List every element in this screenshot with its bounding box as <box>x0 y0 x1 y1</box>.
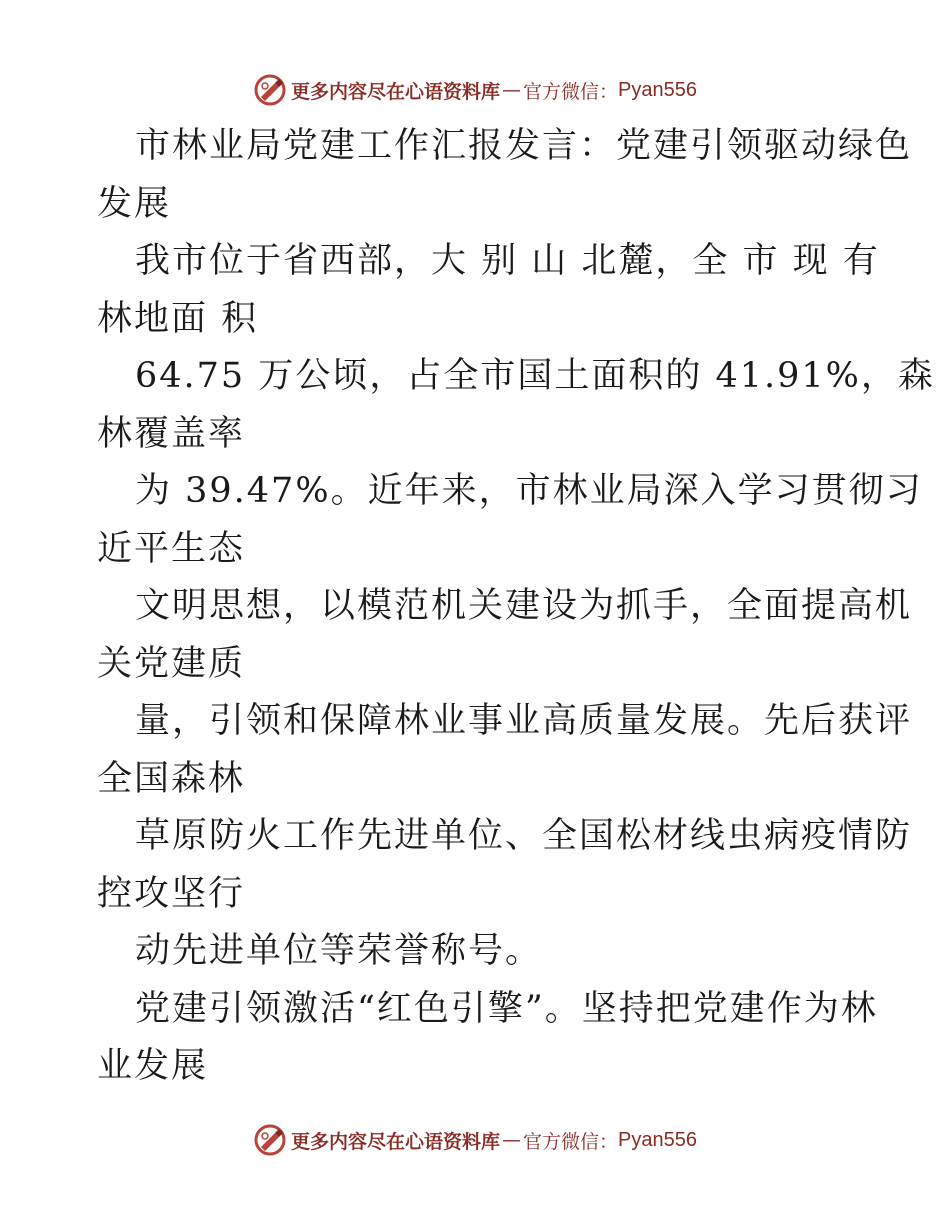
banner-wechat-label: 官方微信： <box>523 80 619 103</box>
footer-banner <box>0 1120 950 1160</box>
text-line: 发展 <box>97 183 172 224</box>
text-line: 业发展 <box>97 1046 209 1086</box>
text-line: 党建引领激活“红色引擎”。坚持把党建作为林 <box>135 988 878 1029</box>
text-line: 量，引领和保障林业事业高质量发展。先后获评 <box>135 701 913 741</box>
banner-wechat-label: 官方微信： <box>523 1130 619 1153</box>
banner-wechat-id: Pyan556 <box>618 1128 697 1151</box>
banner-wechat-id: Pyan556 <box>618 78 697 101</box>
text-line: 林覆盖率 <box>97 413 246 454</box>
banner-separator: — <box>502 79 522 101</box>
text-line: 64.75 万公顷，占全市国土面积的 41.91%，森 <box>135 356 935 396</box>
brand-logo-icon <box>253 1123 287 1157</box>
text-line: 文明思想，以模范机关建设为抓手，全面提高机 <box>135 586 913 626</box>
banner-brand-text: 更多内容尽在心语资料库 <box>291 1130 501 1153</box>
text-line: 关党建质 <box>97 643 246 684</box>
text-line: 近平生态 <box>97 528 246 569</box>
brand-logo-icon <box>253 73 287 107</box>
text-line: 市林业局党建工作汇报发言：党建引领驱动绿色 <box>135 126 913 166</box>
banner-brand-text: 更多内容尽在心语资料库 <box>291 80 501 103</box>
text-line: 全国森林 <box>97 758 246 799</box>
text-line: 为 39.47%。近年来，市林业局深入学习贯彻习 <box>135 471 923 511</box>
header-banner <box>0 70 950 110</box>
text-line: 我市位于省西部，大 别 山 北麓，全 市 现 有 <box>135 241 880 281</box>
banner-separator: — <box>502 1129 522 1151</box>
text-line: 林地面 积 <box>97 298 259 339</box>
text-line: 草原防火工作先进单位、全国松材线虫病疫情防 <box>135 816 913 856</box>
text-line: 动先进单位等荣誉称号。 <box>135 931 543 971</box>
text-line: 控攻坚行 <box>97 873 246 914</box>
document-body <box>97 118 935 1096</box>
